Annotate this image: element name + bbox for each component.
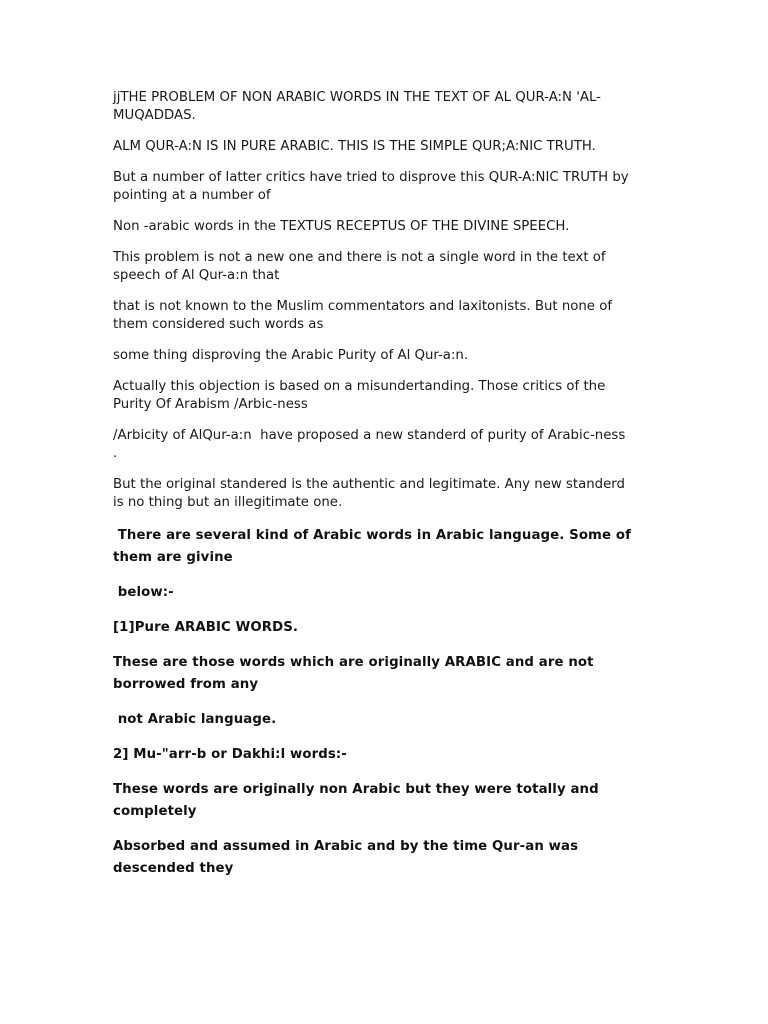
paragraph: ALM QUR-A:N IS IN PURE ARABIC. THIS IS THE SIMPLE QUR;A:NIC TRUTH. [113, 139, 596, 154]
paragraph: some thing disproving the Arabic Purity of Al Qur-a:n. [113, 348, 469, 363]
paragraph: /Arbicity of AlQur-a:n have proposed a new standerd of purity of Arabic-ness . [113, 428, 630, 461]
paragraph: that is not known to the Muslim commentators and laxitonists. But none of them considered such words as [113, 299, 617, 332]
bold-paragraph: These are those words which are originally ARABIC and are not borrowed from any [113, 655, 599, 692]
bold-paragraph: not Arabic language. [113, 712, 277, 727]
bold-paragraph: There are several kind of Arabic words in Arabic language. Some of them are givine [113, 528, 636, 565]
document-body [113, 89, 636, 893]
paragraph: But a number of latter critics have tried to disprove this QUR-A:NIC TRUTH by pointing at a number of [113, 170, 633, 203]
paragraph: This problem is not a new one and there is not a single word in the text of speech of Al Qur-a:n that [113, 250, 610, 283]
section-heading: 2] Mu-"arr-b or Dakhi:l words:- [113, 747, 347, 762]
paragraph: But the original standered is the authentic and legitimate. Any new standerd is no thing but an illegitimate one. [113, 477, 630, 510]
bold-paragraph: below:- [113, 585, 174, 600]
section-heading: [1]Pure ARABIC WORDS. [113, 620, 299, 635]
paragraph: Non -arabic words in the TEXTUS RECEPTUS OF THE DIVINE SPEECH. [113, 219, 570, 234]
bold-paragraph: Absorbed and assumed in Arabic and by the time Qur-an was descended they [113, 839, 583, 876]
paragraph: Actually this objection is based on a misundertanding. Those critics of the Purity Of Arabism /Arbic-ness [113, 379, 610, 412]
title-paragraph: jjTHE PROBLEM OF NON ARABIC WORDS IN THE TEXT OF AL QUR-A:N 'AL-MUQADDAS. [113, 90, 601, 123]
bold-paragraph: These words are originally non Arabic but they were totally and completely [113, 782, 604, 819]
